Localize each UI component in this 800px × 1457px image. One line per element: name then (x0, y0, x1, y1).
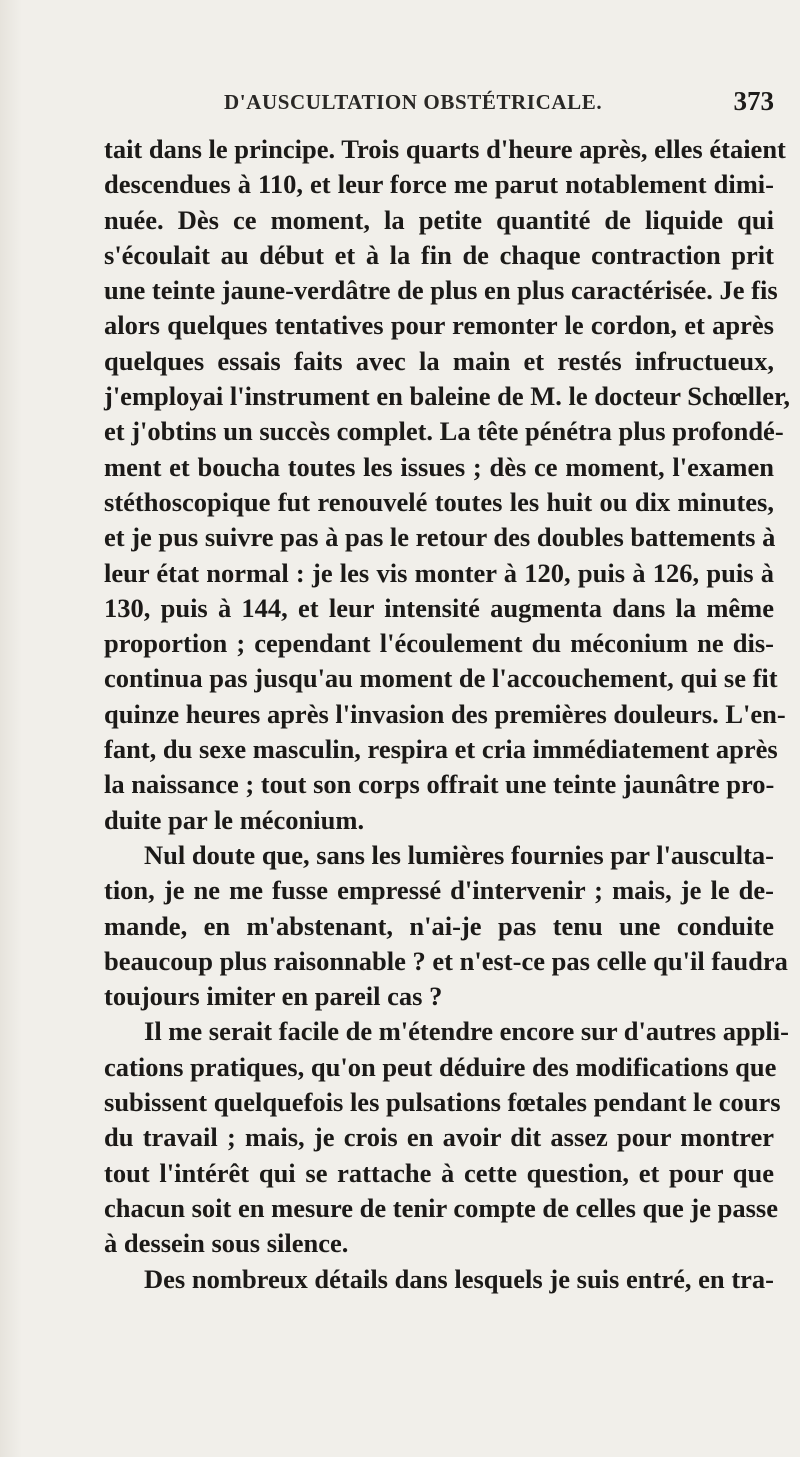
running-head (104, 86, 774, 120)
text-line: toujours imiter en pareil cas ? (104, 981, 443, 1012)
text-line: stéthoscopique fut renouvelé toutes les huit ou dix minutes, (104, 486, 774, 517)
text-line: chacun soit en mesure de tenir compte de celles que je passe (104, 1192, 778, 1223)
text-line: quinze heures après l'invasion des premières douleurs. L'en- (104, 698, 786, 729)
page-number: 373 (733, 86, 774, 116)
text-line: nuée. Dès ce moment, la petite quantité de liquide qui (104, 204, 774, 235)
text-line: descendues à 110, et leur force me parut notablement dimi- (104, 169, 774, 200)
text-line: à dessein sous silence. (104, 1228, 349, 1259)
text-line: mande, en m'abstenant, n'ai-je pas tenu une conduite (104, 910, 774, 941)
text-line: Il me serait facile de m'étendre encore sur d'autres appli- (144, 1016, 789, 1047)
text-line: tout l'intérêt qui se rattache à cette question, et pour que (104, 1157, 774, 1188)
text-line: tion, je ne me fusse empressé d'intervenir ; mais, je le de- (104, 875, 774, 906)
text-line: et j'obtins un succès complet. La tête pénétra plus profondé- (104, 416, 784, 447)
text-line: cations pratiques, qu'on peut déduire des modifications que (104, 1051, 777, 1082)
text-line: beaucoup plus raisonnable ? et n'est-ce pas celle qu'il faudra (104, 945, 788, 976)
text-line: 130, puis à 144, et leur intensité augmenta dans la même (104, 592, 774, 623)
text-line: fant, du sexe masculin, respira et cria immédiatement après (104, 734, 778, 765)
body-text (104, 132, 791, 1297)
text-line: quelques essais faits avec la main et restés infructueux, (104, 345, 774, 376)
text-line: leur état normal : je les vis monter à 120, puis à 126, puis à (104, 557, 774, 588)
text-line: Nul doute que, sans les lumières fournies par l'ausculta- (144, 839, 774, 870)
text-line: la naissance ; tout son corps offrait une teinte jaunâtre pro- (104, 769, 775, 800)
text-line: continua pas jusqu'au moment de l'accouchement, qui se fit (104, 663, 778, 694)
text-line: Des nombreux détails dans lesquels je suis entré, en tra- (144, 1263, 774, 1294)
text-line: duite par le méconium. (104, 804, 365, 835)
text-line: j'employai l'instrument en baleine de M. le docteur Schœller, (104, 381, 791, 412)
text-line: tait dans le principe. Trois quarts d'heure après, elles étaient (104, 134, 786, 164)
text-line: ment et boucha toutes les issues ; dès ce moment, l'examen (104, 451, 774, 482)
text-line: alors quelques tentatives pour remonter le cordon, et après (104, 310, 774, 341)
page-gutter-shadow (0, 0, 22, 1457)
running-title: D'AUSCULTATION OBSTÉTRICALE. (224, 90, 603, 114)
text-line: une teinte jaune-verdâtre de plus en plus caractérisée. Je fis (104, 275, 778, 306)
text-line: du travail ; mais, je crois en avoir dit assez pour montrer (104, 1122, 774, 1153)
text-line: subissent quelquefois les pulsations fœtales pendant le cours (104, 1087, 781, 1118)
text-line: proportion ; cependant l'écoulement du méconium ne dis- (104, 628, 774, 659)
text-line: s'écoulait au début et à la fin de chaque contraction prit (104, 239, 774, 270)
text-line: et je pus suivre pas à pas le retour des doubles battements à (104, 522, 776, 553)
